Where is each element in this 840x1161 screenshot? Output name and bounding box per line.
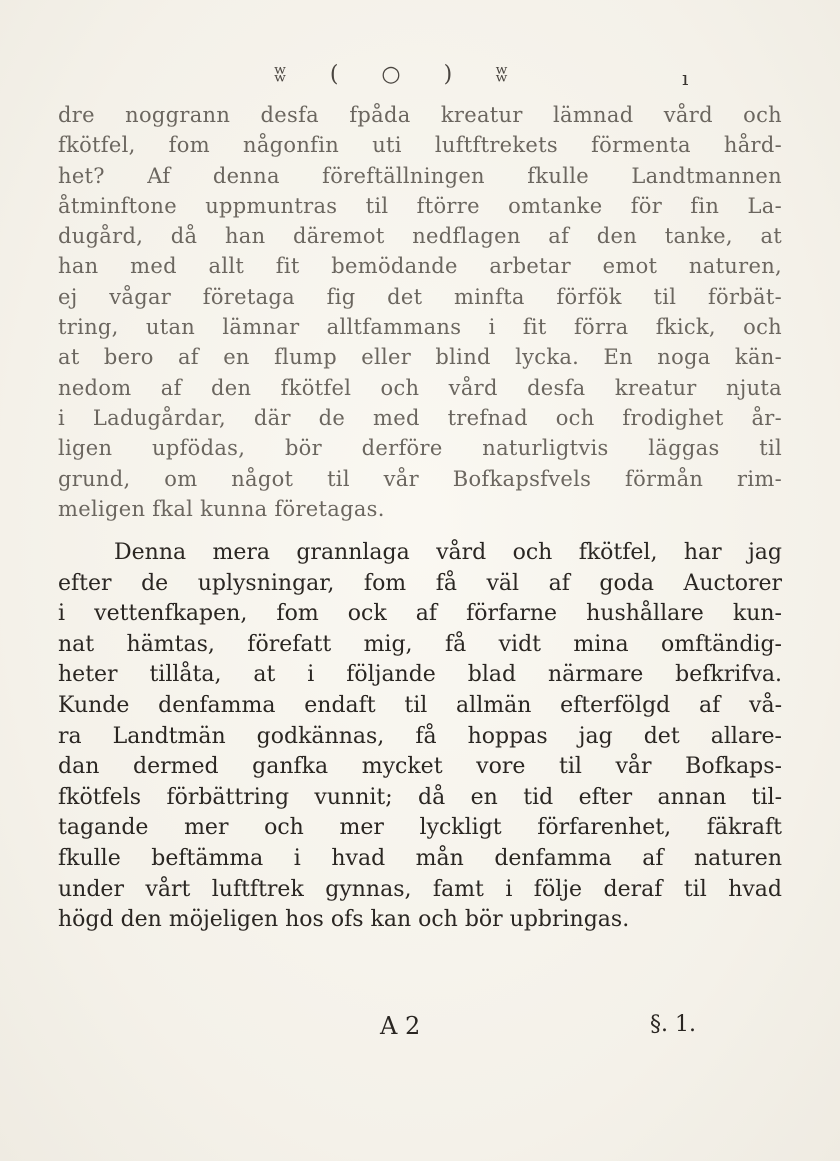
paragraph-main — [58, 538, 782, 936]
text-line: fkötfels förbättring vunnit; då en tid efter annan til- — [58, 784, 782, 810]
header-mark: ı — [682, 66, 689, 90]
text-line: ej vågar företaga fig det minfta förfök til förbät- — [58, 284, 782, 309]
text-line: under vårt luftftrek gynnas, famt i följe deraf til hvad — [58, 876, 782, 902]
text-line: åtminftone uppmuntras til ftörre omtanke för fin La- — [58, 193, 782, 218]
text-line: ligen upfödas, bör derföre naturligtvis läggas til — [58, 436, 782, 461]
text-line: meligen fkal kunna företagas. — [58, 496, 385, 521]
text-line: dre noggrann desfa fpåda kreatur lämnad vård och — [58, 103, 782, 127]
text-line: fkulle beftämma i hvad mån denfamma af naturen — [58, 845, 782, 871]
text-line: grund, om något til vår Bofkapsfvels förmån rim- — [58, 466, 782, 491]
signature-mark: A 2 — [380, 1012, 421, 1040]
text-line: högd den möjeligen hos ofs kan och bör upbringas. — [58, 907, 630, 933]
text-line: i vettenfkapen, fom ock af förfarne hushållare kun- — [58, 601, 782, 627]
text-line: heter tillåta, at i följande blad närmare befkrifva. — [58, 662, 782, 688]
text-line: efter de uplysningar, fom få väl af goda Auctorer — [58, 570, 782, 596]
text-line: i Ladugårdar, där de med trefnad och frodighet år- — [58, 405, 782, 430]
text-line: ra Landtmän godkännas, få hoppas jag det allare- — [58, 723, 782, 749]
text-line: nedom af den fkötfel och vård desfa kreatur njuta — [58, 375, 782, 400]
text-line: tagande mer och mer lyckligt förfarenhet, fäkraft — [58, 815, 782, 841]
text-line: Kunde denfamma endaft til allmän efterfölgd af vå- — [58, 692, 782, 718]
header-ornament: ʬ ( ○ ) ʬ — [273, 62, 527, 87]
text-line: tring, utan lämnar alltfammans i fit förra fkick, och — [58, 315, 782, 340]
text-line: dan dermed ganfka mycket vore til vår Bofkaps- — [58, 754, 782, 780]
text-line: het? Af denna föreftällningen fkulle Landtmannen — [58, 163, 782, 188]
text-line: at bero af en flump eller blind lycka. En noga kän- — [58, 345, 782, 370]
section-heading: §. 1. — [650, 1012, 696, 1037]
paragraph-faded — [58, 100, 782, 524]
text-line: fkötfel, fom någonfin uti luftftrekets förmenta hård- — [58, 133, 782, 158]
text-line: nat hämtas, förefatt mig, få vidt mina omftändig- — [58, 631, 782, 657]
text-line: Denna mera grannlaga vård och fkötfel, har jag — [114, 540, 782, 565]
text-line: han med allt fit bemödande arbetar emot naturen, — [58, 254, 782, 279]
text-line: dugård, då han däremot nedflagen af den tanke, at — [58, 224, 782, 249]
